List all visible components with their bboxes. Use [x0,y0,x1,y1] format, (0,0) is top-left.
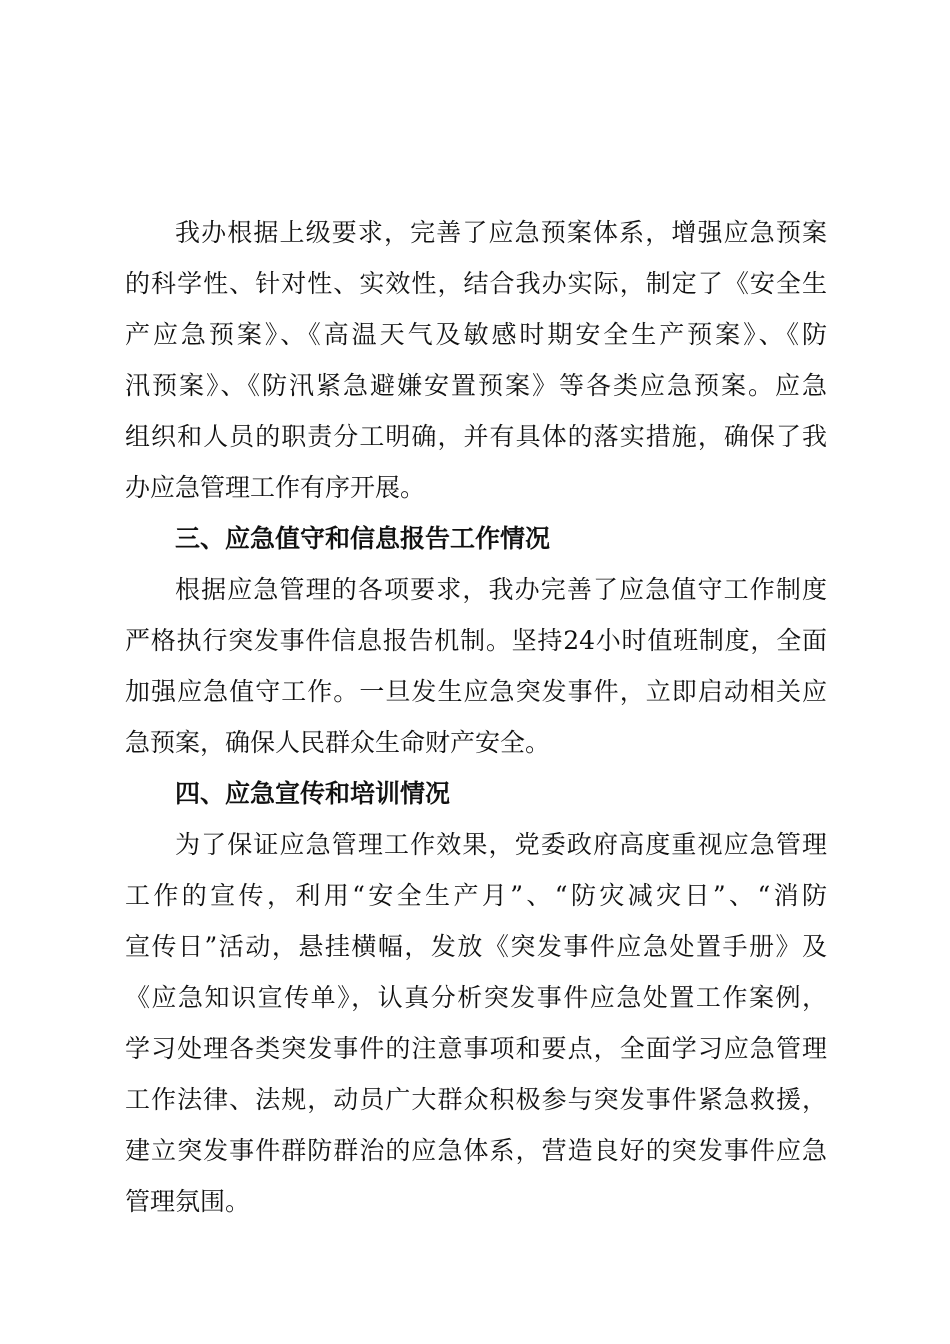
paragraph-3-line-2: 工作的宣传，利用“安全生产月”、“防灾减灾日”、“消防 [125,881,827,910]
paragraph-3-line-6: 工作法律、法规，动员广大群众积极参与突发事件紧急救援， [125,1085,827,1114]
paragraph-1-line-2: 的科学性、针对性、实效性，结合我办实际，制定了《安全生 [125,269,827,298]
paragraph-3-line-3: 宣传日”活动，悬挂横幅，发放《突发事件应急处置手册》及 [125,932,827,961]
paragraph-1-line-5: 组织和人员的职责分工明确，并有具体的落实措施，确保了我 [125,422,827,451]
section-heading-4: 四、应急宣传和培训情况 [175,779,451,808]
paragraph-3-line-4: 《应急知识宣传单》，认真分析突发事件应急处置工作案例， [125,983,827,1012]
paragraph-1-line-3: 产应急预案》、《高温天气及敏感时期安全生产预案》、《防 [125,320,827,349]
paragraph-1-line-4: 汛预案》、《防汛紧急避嫌安置预案》等各类应急预案。应急 [125,371,827,400]
paragraph-2-line-2: 严格执行突发事件信息报告机制。坚持24小时值班制度，全面 [125,626,827,655]
section-heading-3: 三、应急值守和信息报告工作情况 [175,524,551,553]
paragraph-1-line-6: 办应急管理工作有序开展。 [125,473,426,502]
paragraph-2-line-3: 加强应急值守工作。一旦发生应急突发事件，立即启动相关应 [125,677,827,706]
paragraph-3-line-7: 建立突发事件群防群治的应急体系，营造良好的突发事件应急 [125,1136,827,1165]
paragraph-1-line-1: 我办根据上级要求，完善了应急预案体系，增强应急预案 [175,218,827,247]
paragraph-3-line-8: 管理氛围。 [125,1187,251,1216]
paragraph-3-line-1: 为了保证应急管理工作效果，党委政府高度重视应急管理 [175,830,827,859]
paragraph-3-line-5: 学习处理各类突发事件的注意事项和要点，全面学习应急管理 [125,1034,827,1063]
paragraph-2-line-1: 根据应急管理的各项要求，我办完善了应急值守工作制度 [175,575,827,604]
paragraph-2-line-4: 急预案，确保人民群众生命财产安全。 [125,728,551,757]
